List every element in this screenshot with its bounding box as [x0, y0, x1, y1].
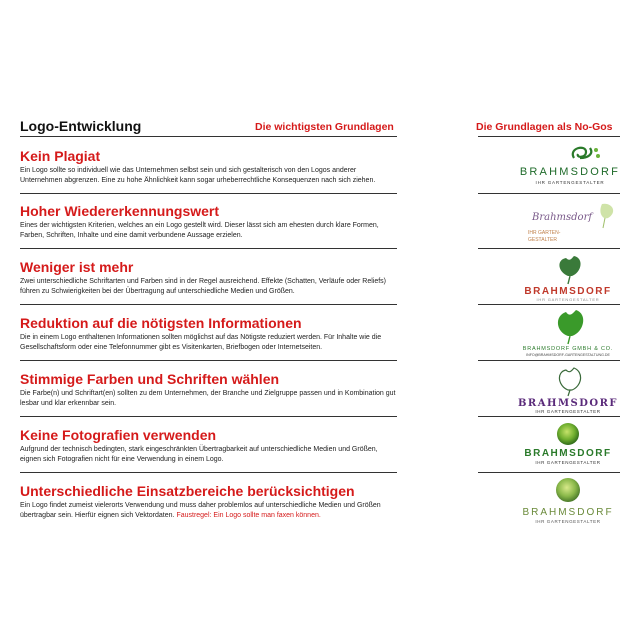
logo-rule — [478, 193, 620, 194]
leaf-script-icon — [600, 204, 613, 228]
logo-tagline: INFO@BRAHMSDORF-GARTENGESTALTUNG.DE — [526, 353, 610, 357]
section-text: Die Farbe(n) und Schriftart(en) sollten zu dem Unternehmen, der Branche und Zielgruppe passen und in Kombination gut lesbar und klar erkennbar sein. — [20, 390, 396, 407]
section-rule — [20, 248, 397, 249]
ginkgo-outline-icon — [559, 368, 580, 396]
swirl-icon — [573, 148, 600, 158]
section-rule — [20, 193, 397, 194]
logo-example-wiedererkennung — [508, 198, 628, 244]
section-wiedererkennung — [20, 203, 400, 241]
logo-rule — [478, 360, 620, 361]
logo-tagline: GESTALTER — [528, 237, 557, 243]
header-rule-right — [478, 136, 620, 137]
logo-rule — [478, 248, 620, 249]
photo-leaf-icon — [556, 478, 580, 502]
logo-wordmark: BRAHMSDORF — [517, 398, 619, 409]
logo-tagline: IHR GARTENGESTALTER — [535, 460, 601, 465]
section-text — [20, 501, 400, 521]
logo-example-einsatzbereiche — [508, 476, 628, 526]
section-rule — [20, 360, 397, 361]
logo-rule — [478, 472, 620, 473]
logo-tagline: IHR GARTEN- — [528, 230, 561, 236]
logo-tagline: IHR GARTENGESTALTER — [536, 297, 600, 302]
section-text: Zwei unterschiedliche Schriftarten und Farben sind in der Regel ausreichend. Effekte (Schatten, Verläufe oder Reliefs) führen zu Schwierigkeiten bei der Übertragung auf unterschiedliche Medien und Größen. — [20, 278, 387, 295]
section-reduktion — [20, 315, 400, 353]
section-heading: Unterschiedliche Einsatzbereiche berücksichtigen — [20, 483, 355, 499]
section-heading: Kein Plagiat — [20, 148, 101, 164]
section-heading: Weniger ist mehr — [20, 259, 134, 275]
logo-tagline: IHR GARTENGESTALTER — [535, 519, 601, 524]
logo-example-farben — [508, 366, 628, 412]
faustregel-note: Faustregel: Ein Logo sollte man faxen können. — [176, 512, 321, 519]
section-heading: Stimmige Farben und Schriften wählen — [20, 371, 280, 387]
logo-wordmark: BRAHMSDORF GMBH & CO. — [522, 346, 614, 352]
section-keine-fotografien — [20, 427, 400, 465]
photo-leaf-icon — [557, 423, 579, 445]
logo-example-weniger-ist-mehr — [508, 254, 628, 300]
page-title: Logo-Entwicklung — [20, 118, 142, 134]
section-text-body: Ein Logo findet zumeist vielerorts Verwendung und muss daher problemlos auf unterschiedliche Medien und Größen übertragbar sein. Hierfür eignen sich Vektordaten. — [20, 502, 381, 519]
section-farben-schriften — [20, 371, 400, 409]
logo-wordmark: BRAHMSDORF — [519, 166, 621, 178]
section-text: Eines der wichtigsten Kriterien, welches an ein Logo gestellt wird. Dieser lässt sich am ehesten durch klare Formen, Farben, Schriften, Inhalte und eine damit verbundene Aussage erzielen. — [20, 222, 379, 239]
section-heading: Hoher Wiedererkennungswert — [20, 203, 220, 219]
subtitle-basics: Die wichtigsten Grundlagen — [255, 121, 394, 133]
subtitle-no-gos: Die Grundlagen als No-Gos — [476, 121, 613, 133]
header-rule-left — [20, 136, 397, 137]
section-weniger-ist-mehr — [20, 259, 400, 297]
logo-example-plagiat — [508, 142, 628, 188]
section-rule — [20, 304, 397, 305]
section-kein-plagiat — [20, 148, 400, 186]
logo-example-reduktion — [508, 308, 628, 357]
section-heading: Reduktion auf die nötigsten Informationen — [20, 315, 302, 331]
section-rule — [20, 472, 397, 473]
logo-tagline: IHR GARTENGESTALTER — [535, 409, 601, 414]
logo-wordmark: Brahmsdorf — [532, 212, 593, 223]
section-text: Die in einem Logo enthaltenen Informationen sollten möglichst auf das Nötigste reduziert werden. Für Inhalte wie die Gesellschaftsform oder eine Telefonnummer gibt es Visitenkarten, Briefbogen oder Internetseiten. — [20, 334, 382, 351]
section-heading: Keine Fotografien verwenden — [20, 427, 217, 443]
section-text: Ein Logo sollte so individuell wie das Unternehmen selbst sein und sich gestalterisch von den Logos anderer Unternehmen abgrenzen. Eine zu hohe Ähnlichkeit kann sogar urheberrechtliche Konsequenzen nach sich ziehen. — [20, 167, 376, 184]
logo-wordmark: BRAHMSDORF — [522, 507, 614, 518]
ginkgo-icon — [558, 310, 583, 344]
logo-rule — [478, 416, 620, 417]
section-text: Aufgrund der technisch bedingten, stark eingeschränkten Übertragbarkeit auf unterschiedliche Medien und Größen, eignen sich Fotografien nicht für eine Verwendung in einem Logo. — [20, 446, 378, 463]
logo-wordmark: BRAHMSDORF — [524, 286, 612, 297]
logo-wordmark: BRAHMSDORF — [524, 448, 612, 459]
section-rule — [20, 416, 397, 417]
logo-rule — [478, 304, 620, 305]
logo-tagline: IHR GARTENGESTALTER — [535, 180, 605, 185]
logo-example-fotografien — [508, 422, 628, 468]
ginkgo-icon — [559, 256, 580, 284]
section-einsatzbereiche — [20, 483, 400, 521]
